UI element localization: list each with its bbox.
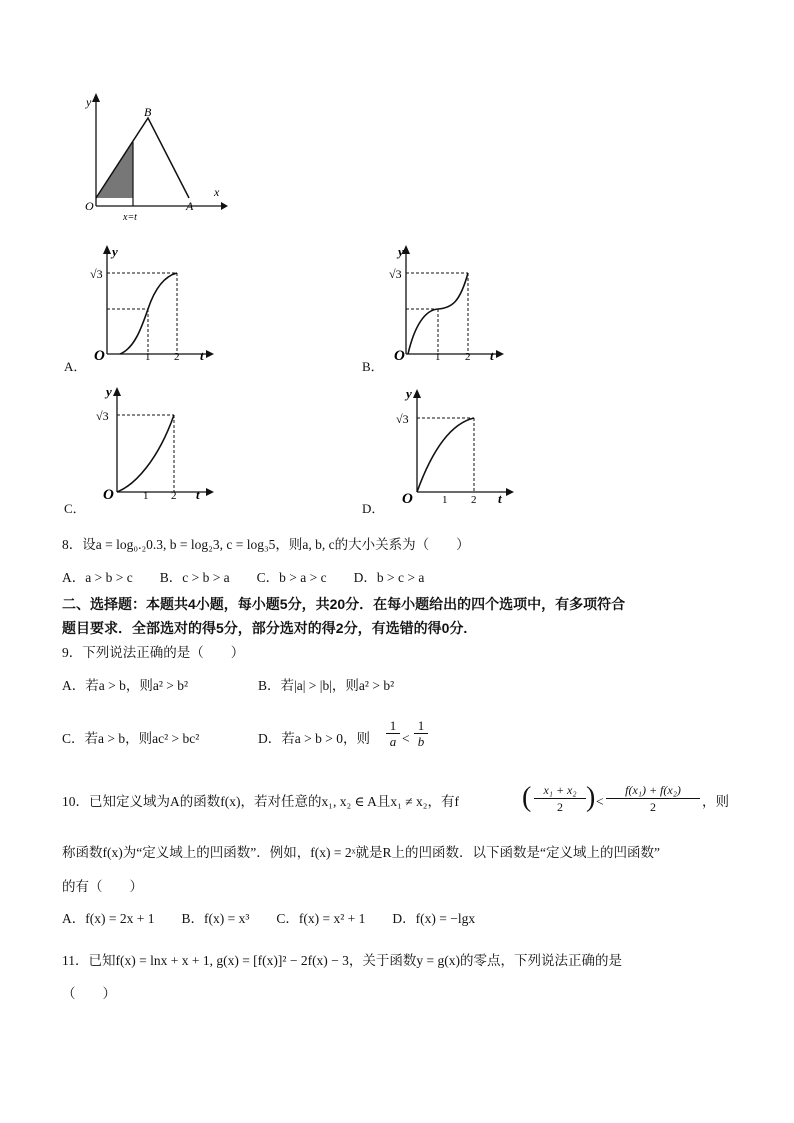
- label-A: A: [186, 199, 194, 213]
- fraction-numerator: f(x₁) + f(x₂): [606, 782, 700, 799]
- tick-2: 2: [174, 351, 180, 363]
- label-x: x: [214, 185, 220, 199]
- section2-line1: 二、选择题：本题共4小题，每小题5分，共20分．在每小题给出的四个选项中，有多项符合: [62, 596, 626, 612]
- axis-y: y: [406, 386, 412, 401]
- label-y: y: [86, 95, 92, 109]
- q10-fraction-left: [534, 782, 586, 815]
- axis-t: t: [196, 487, 200, 502]
- origin-label: O: [402, 491, 413, 507]
- axis-t: t: [200, 348, 204, 363]
- q9-stem: 9．下列说法正确的是（ ）: [62, 645, 245, 660]
- fraction-denominator: 2: [557, 800, 563, 814]
- tick-1: 1: [435, 351, 441, 363]
- q8-stem: 8．设a = log₀.₂0.3, b = log₂3, c = log₃5，则a, b, c的大小关系为（ ）: [62, 537, 470, 552]
- q9-option-c: C．若a > b，则ac² > bc²: [62, 731, 200, 746]
- fraction-denominator: a: [389, 734, 397, 749]
- q11-line1: 11．已知f(x) = lnx + x + 1, g(x) = [f(x)]² − 2f(x) − 3，关于函数y = g(x)的零点，下列说法正确的是: [62, 953, 623, 968]
- q11-line2: （ ）: [62, 986, 116, 1001]
- q8-options: A．a > b > c B．c > b > a C．b > a > c D．b > c > a: [62, 570, 425, 585]
- graph-option-d: [390, 386, 520, 516]
- tick-2: 2: [171, 490, 177, 502]
- q9-option-d: D．若a > b > 0，则: [258, 731, 370, 746]
- q10-line1-start: 10．已知定义域为A的函数f(x)，若对任意的x₁, x₂ ∈ A且x₁ ≠ x₂，有f: [62, 794, 459, 809]
- tick-2: 2: [471, 494, 477, 506]
- option-b-label: B．: [362, 359, 384, 374]
- tick-1: 1: [143, 490, 149, 502]
- label-B: B: [144, 105, 152, 119]
- triangle-figure: [66, 88, 236, 228]
- origin-label: O: [394, 348, 405, 364]
- sqrt3-label: √3: [96, 409, 109, 423]
- q10-line3: 的有（ ）: [62, 879, 143, 894]
- graph-option-b: [380, 236, 510, 366]
- q9-less-than: <: [402, 731, 410, 746]
- label-x-eq-t: x=t: [123, 212, 137, 223]
- q10-paren-right: ): [586, 782, 596, 813]
- axis-t: t: [490, 348, 494, 363]
- label-O: O: [85, 199, 94, 213]
- q10-line2: 称函数f(x)为“定义域上的凹函数”．例如，f(x) = 2ˣ就是R上的凹函数．以下函数是“定义域上的凹函数”: [62, 845, 660, 860]
- graph-option-c: [90, 380, 220, 510]
- sqrt3-label: √3: [396, 412, 409, 426]
- axis-y: y: [106, 384, 112, 399]
- fraction-denominator: b: [417, 734, 425, 749]
- option-c-label: C．: [64, 501, 86, 516]
- sqrt3-label: √3: [389, 267, 402, 281]
- tick-1: 1: [442, 494, 448, 506]
- tick-1: 1: [145, 351, 151, 363]
- tick-2: 2: [465, 351, 471, 363]
- fraction-numerator: 1: [386, 718, 400, 734]
- option-d-label: D．: [362, 501, 385, 516]
- fraction-numerator: x₁ + x₂: [534, 782, 586, 799]
- q10-options: A．f(x) = 2x + 1 B．f(x) = x³ C．f(x) = x² + 1 D．f(x) = −lgx: [62, 911, 476, 926]
- q9-option-b: B．若|a| > |b|，则a² > b²: [258, 678, 395, 693]
- section2-line2: 题目要求．全部选对的得5分，部分选对的得2分，有选错的得0分.: [62, 620, 468, 636]
- q9-option-a: A．若a > b，则a² > b²: [62, 678, 189, 693]
- axis-t: t: [498, 491, 502, 506]
- fraction-numerator: 1: [414, 718, 428, 734]
- graph-option-a: [90, 236, 220, 366]
- q9-fraction-1b: [414, 718, 428, 749]
- option-a-label: A．: [64, 359, 87, 374]
- q10-line1-end: ，则: [702, 794, 729, 809]
- q10-fraction-right: [606, 782, 700, 815]
- sqrt3-label: √3: [90, 267, 103, 281]
- q9-fraction-1a: [386, 718, 400, 749]
- origin-label: O: [94, 348, 105, 364]
- fraction-denominator: 2: [650, 800, 656, 814]
- q10-paren-left: (: [522, 782, 532, 813]
- q10-less-than: <: [596, 794, 604, 809]
- axis-y: y: [398, 244, 404, 259]
- axis-y: y: [112, 244, 118, 259]
- origin-label: O: [103, 487, 114, 503]
